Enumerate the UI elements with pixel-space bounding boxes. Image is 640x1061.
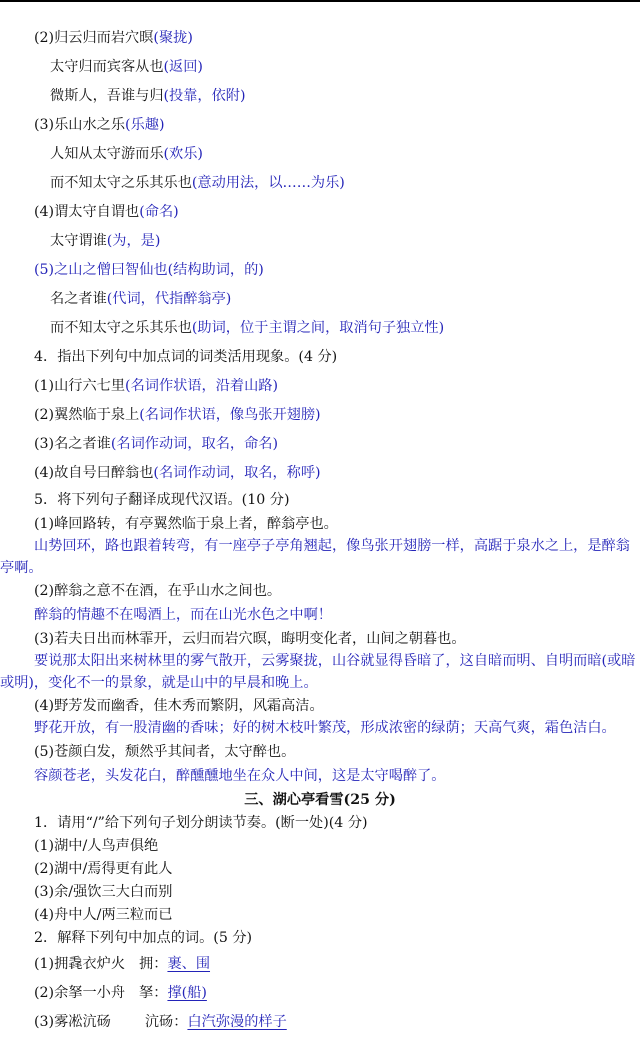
question-text: (2)余拏一小舟 — [34, 984, 126, 1001]
question-text: 名之者谁 — [50, 291, 107, 307]
question-text: 而不知太守之乐其乐也 — [50, 320, 192, 336]
q4-item-4 — [0, 459, 640, 488]
q5-item-2-answer: 醉翁的情趣不在喝酒上，而在山光水色之中啊！ — [34, 607, 332, 623]
q3-item-3 — [0, 111, 640, 140]
question-text: (3)名之者谁 — [34, 436, 111, 452]
question-text: 太守归而宾客从也 — [50, 59, 164, 75]
q5-item-4-question: (4)野芳发而幽香，佳木秀而繁阴，风霜高洁。 — [34, 698, 324, 714]
answer-text: (聚拢) — [153, 30, 193, 46]
question-text: (3)乐山水之乐 — [34, 117, 126, 133]
answer-text: 白汽弥漫的样子 — [187, 1013, 287, 1030]
q3-item-2 — [0, 24, 640, 53]
answer-text: (投靠，依附) — [163, 88, 246, 104]
question-text: 太守谓谁 — [50, 233, 107, 249]
q3-item-5 — [0, 256, 640, 285]
answer-text: (命名) — [139, 204, 179, 220]
section-heading: 三、湖心亭看雪(25 分) — [244, 791, 396, 808]
q3-item-5b — [0, 285, 640, 314]
answer-text: (名词作动词，取名，称呼) — [153, 465, 321, 481]
q4-title: 4．指出下列句中加点词的词类活用现象。(4 分) — [34, 349, 338, 365]
p3-q2-item-1 — [0, 950, 640, 979]
p3-q1-item-4: (4)舟中人/两三粒而已 — [34, 906, 173, 923]
q3-item-4b — [0, 227, 640, 256]
question-text: 人知从太守游而乐 — [50, 146, 164, 162]
q5-item-3-answer: 要说那太阳出来树林里的雾气散开，云雾聚拢，山谷就显得昏暗了，这自暗而明、自明而暗(或暗或明)，变化不一的景象，就是山中的早晨和晚上。 — [0, 653, 636, 691]
answer-text: 撑(船) — [167, 984, 207, 1001]
q3-item-3b — [0, 140, 640, 169]
p3-q1-title: 1．请用“/”给下列句子划分朗读节奏。(断一处)(4 分) — [34, 814, 368, 831]
question-text: (2)翼然临于泉上 — [34, 407, 140, 423]
p3-q2-item-3 — [0, 1008, 640, 1037]
q5-item-1-question: (1)峰回路转，有亭翼然临于泉上者，醉翁亭也。 — [34, 516, 338, 532]
question-text: (5)之山之僧曰智仙也 — [34, 262, 168, 278]
answer-text: (为，是) — [106, 233, 161, 249]
worksheet-page — [0, 24, 640, 1037]
question-text: (4)谓太守自谓也 — [34, 204, 140, 220]
question-text: (3)雾凇沆砀 — [34, 1013, 111, 1030]
q5-item-5-question: (5)苍颜白发，颓然乎其间者，太守醉也。 — [34, 743, 296, 760]
q3-item-5c — [0, 314, 640, 343]
q5-item-2-question: (2)醉翁之意不在酒，在乎山水之间也。 — [34, 583, 282, 599]
p3-q1-item-3: (3)余/强饮三大白而别 — [34, 883, 173, 900]
answer-text: (名词作状语，像鸟张开翅膀) — [139, 407, 321, 423]
q5-item-5-answer: 容颜苍老，头发花白，醉醺醺地坐在众人中间，这是太守喝醉了。 — [34, 767, 446, 784]
answer-text: (代词，代指醉翁亭) — [106, 291, 232, 307]
question-text: (2)归云归而岩穴暝 — [34, 30, 154, 46]
answer-text: (助词，位于主谓之间，取消句子独立性) — [191, 320, 445, 336]
q5-item-4-answer: 野花开放，有一股清幽的香味；好的树木枝叶繁茂，形成浓密的绿荫；天高气爽，霜色洁白。 — [34, 720, 616, 736]
question-text: 微斯人，吾谁与归 — [50, 88, 164, 104]
q3-item-3c — [0, 169, 640, 198]
word-label: 拏： — [139, 984, 168, 1001]
p3-q1-item-2: (2)湖中/焉得更有此人 — [34, 860, 173, 877]
q5-title: 5．将下列句子翻译成现代汉语。(10 分) — [34, 492, 290, 508]
q3-item-2b — [0, 53, 640, 82]
q4-item-1 — [0, 372, 640, 401]
word-label: 拥： — [139, 955, 168, 972]
q5-item-1-answer: 山势回环，路也跟着转弯，有一座亭子亭角翘起，像鸟张开翅膀一样，高踞于泉水之上，是醉翁亭啊。 — [0, 538, 630, 576]
question-text: 而不知太守之乐其乐也 — [50, 175, 192, 191]
q4-item-3 — [0, 430, 640, 459]
answer-text: (乐趣) — [125, 117, 165, 133]
answer-text: (返回) — [163, 59, 203, 75]
answer-text: (名词作动词，取名，命名) — [110, 436, 278, 452]
top-rule — [0, 0, 640, 2]
p3-q2-title: 2．解释下列句中加点的词。(5 分) — [34, 929, 253, 946]
question-text: (1)山行六七里 — [34, 378, 126, 394]
answer-text: (结构助词，的) — [167, 262, 264, 278]
q3-item-2c — [0, 82, 640, 111]
q5-item-3-question: (3)若夫日出而林霏开，云归而岩穴暝，晦明变化者，山间之朝暮也。 — [34, 631, 466, 647]
p3-q1-item-1: (1)湖中/人鸟声俱绝 — [34, 837, 159, 854]
answer-text: (欢乐) — [163, 146, 203, 162]
answer-text: 裹、围 — [167, 955, 211, 972]
question-text: (1)拥毳衣炉火 — [34, 955, 126, 972]
question-text: (4)故自号曰醉翁也 — [34, 465, 154, 481]
q4-item-2 — [0, 401, 640, 430]
word-label: 沆砀： — [144, 1013, 188, 1030]
answer-text: (意动用法，以……为乐) — [191, 175, 345, 191]
answer-text: (名词作状语，沿着山路) — [125, 378, 278, 394]
q3-item-4 — [0, 198, 640, 227]
p3-q2-item-2 — [0, 979, 640, 1008]
